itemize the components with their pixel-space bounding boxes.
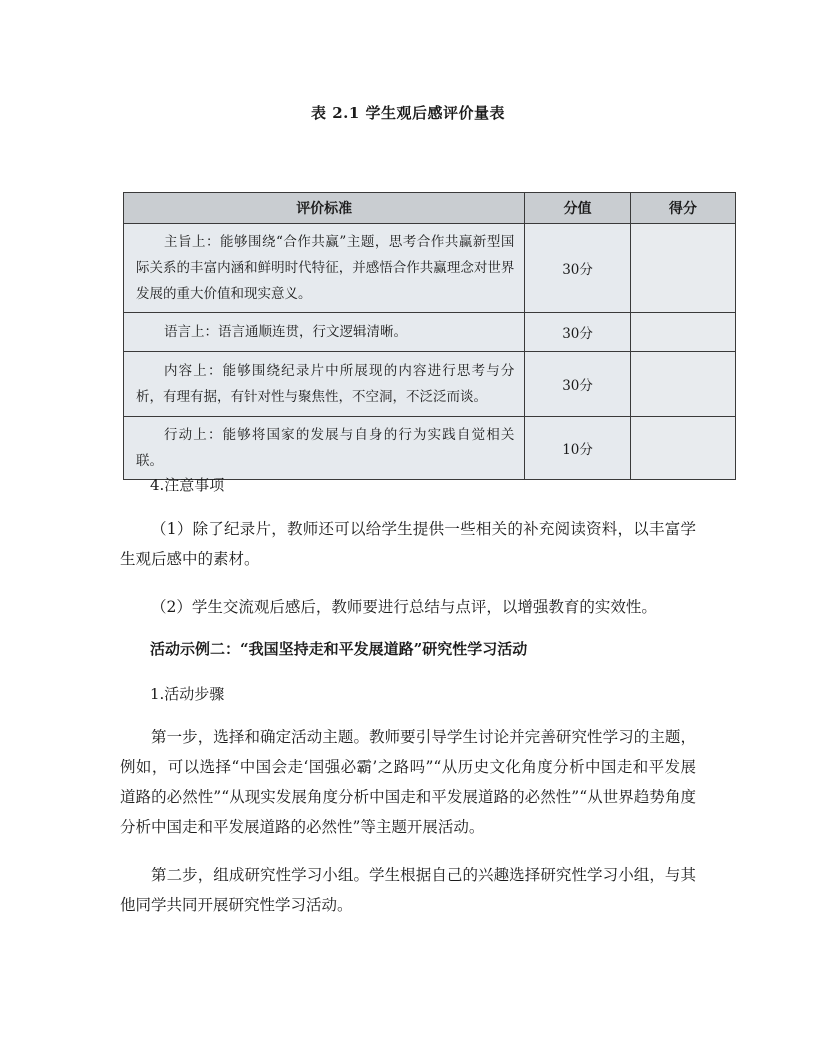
table-row bbox=[124, 352, 736, 417]
header-score-obtained: 得分 bbox=[630, 193, 735, 224]
criterion-action: 行动上：能够将国家的发展与自身的行为实践自觉相关联。 bbox=[124, 417, 525, 480]
score-obtained bbox=[630, 313, 735, 352]
notes-heading: 4.注意事项 bbox=[150, 476, 225, 494]
table-row bbox=[124, 224, 736, 313]
score-value: 10分 bbox=[525, 417, 630, 480]
note-paragraph-1: （1）除了纪录片，教师还可以给学生提供一些相关的补充阅读资料，以丰富学生观后感中的素材。 bbox=[120, 520, 696, 568]
score-obtained bbox=[630, 224, 735, 313]
steps-heading: 1.活动步骤 bbox=[150, 685, 225, 703]
table-header-row bbox=[124, 193, 736, 224]
score-value: 30分 bbox=[525, 352, 630, 417]
score-value: 30分 bbox=[525, 224, 630, 313]
step-paragraph-1: 第一步，选择和确定活动主题。教师要引导学生讨论并完善研究性学习的主题，例如，可以选择“中国会走‘国强必霸’之路吗”“从历史文化角度分析中国走和平发展道路的必然性”“从现实发展角度分析中国走和平发展道路的必然性”“从世界趋势角度分析中国走和平发展道路的必然性”等主题开展活动。 bbox=[120, 728, 696, 836]
criterion-language: 语言上：语言通顺连贯，行文逻辑清晰。 bbox=[124, 313, 525, 352]
table-row bbox=[124, 417, 736, 480]
table-title: 表 2.1 学生观后感评价量表 bbox=[310, 104, 506, 122]
evaluation-table bbox=[123, 192, 736, 480]
note-paragraph-2: （2）学生交流观后感后，教师要进行总结与点评，以增强教育的实效性。 bbox=[151, 598, 657, 616]
score-value: 30分 bbox=[525, 313, 630, 352]
example-heading: 活动示例二：“我国坚持走和平发展道路”研究性学习活动 bbox=[150, 640, 528, 658]
criterion-theme: 主旨上：能够围绕“合作共赢”主题，思考合作共赢新型国际关系的丰富内涵和鲜明时代特征，并感悟合作共赢理念对世界发展的重大价值和现实意义。 bbox=[124, 224, 525, 313]
header-criteria: 评价标准 bbox=[124, 193, 525, 224]
header-score-value: 分值 bbox=[525, 193, 630, 224]
step-paragraph-2: 第二步，组成研究性学习小组。学生根据自己的兴趣选择研究性学习小组，与其他同学共同开展研究性学习活动。 bbox=[120, 866, 696, 914]
score-obtained bbox=[630, 352, 735, 417]
table-row bbox=[124, 313, 736, 352]
score-obtained bbox=[630, 417, 735, 480]
criterion-content: 内容上：能够围绕纪录片中所展现的内容进行思考与分析，有理有据，有针对性与聚焦性，不空洞，不泛泛而谈。 bbox=[124, 352, 525, 417]
